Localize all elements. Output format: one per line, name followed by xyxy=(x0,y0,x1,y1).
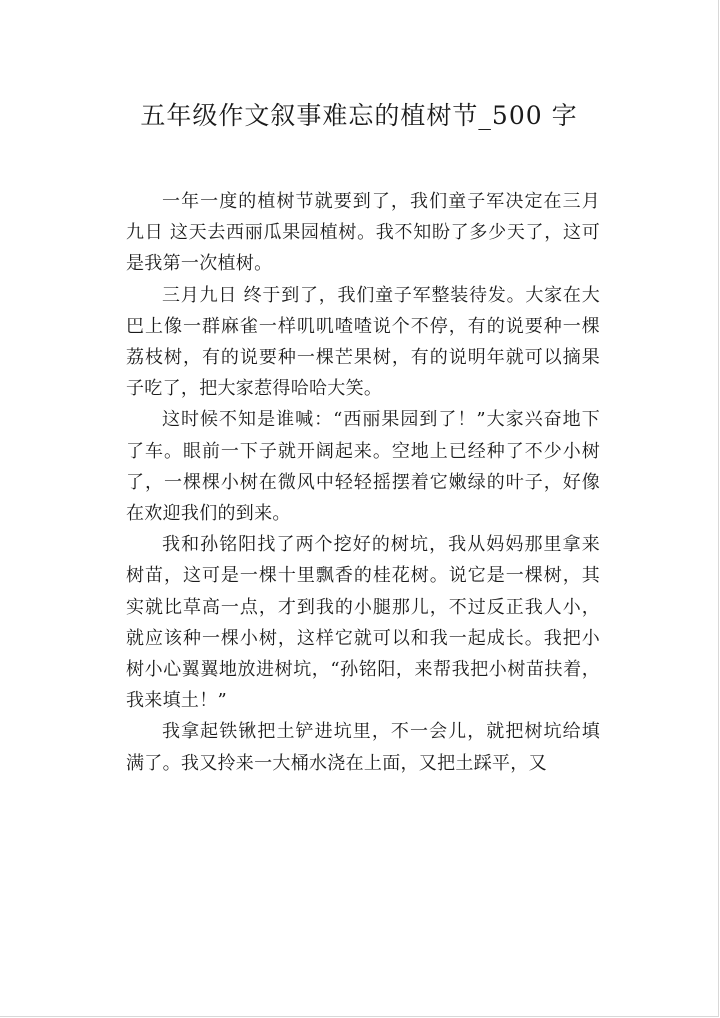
paragraph: 这时候不知是谁喊：“西丽果园到了！”大家兴奋地下了车。眼前一下子就开阔起来。空地上已经种了不少小树了，一棵棵小树在微风中轻轻摇摆着它嫩绿的叶子，好像在欢迎我们的到来。 xyxy=(126,409,600,525)
paragraph: 三月九日 终于到了，我们童子军整装待发。大家在大巴上像一群麻雀一样叽叽喳喳说个不停，有的说要种一棵荔枝树，有的说要种一棵芒果树，有的说明年就可以摘果子吃了，把大家惹得哈哈大笑。 xyxy=(126,284,600,400)
document-title: 五年级作文叙事难忘的植树节_500 字 xyxy=(140,101,578,130)
paragraph: 我和孙铭阳找了两个挖好的树坑，我从妈妈那里拿来树苗，这可是一棵十里飘香的桂花树。说它是一棵树，其实就比草高一点，才到我的小腿那儿，不过反正我人小，就应该种一棵小树，这样它就可以和我一起成长。我把小树小心翼翼地放进树坑，“孙铭阳，来帮我把小树苗扶着，我来填土！” xyxy=(126,534,600,712)
paragraph: 我拿起铁锹把土铲进坑里，不一会儿，就把树坑给填满了。我又拎来一大桶水浇在上面，又把土踩平，又 xyxy=(126,721,600,774)
document-body xyxy=(126,186,600,779)
paragraph: 一年一度的植树节就要到了，我们童子军决定在三月九日 这天去西丽瓜果园植树。我不知盼了多少天了，这可是我第一次植树。 xyxy=(126,191,600,275)
